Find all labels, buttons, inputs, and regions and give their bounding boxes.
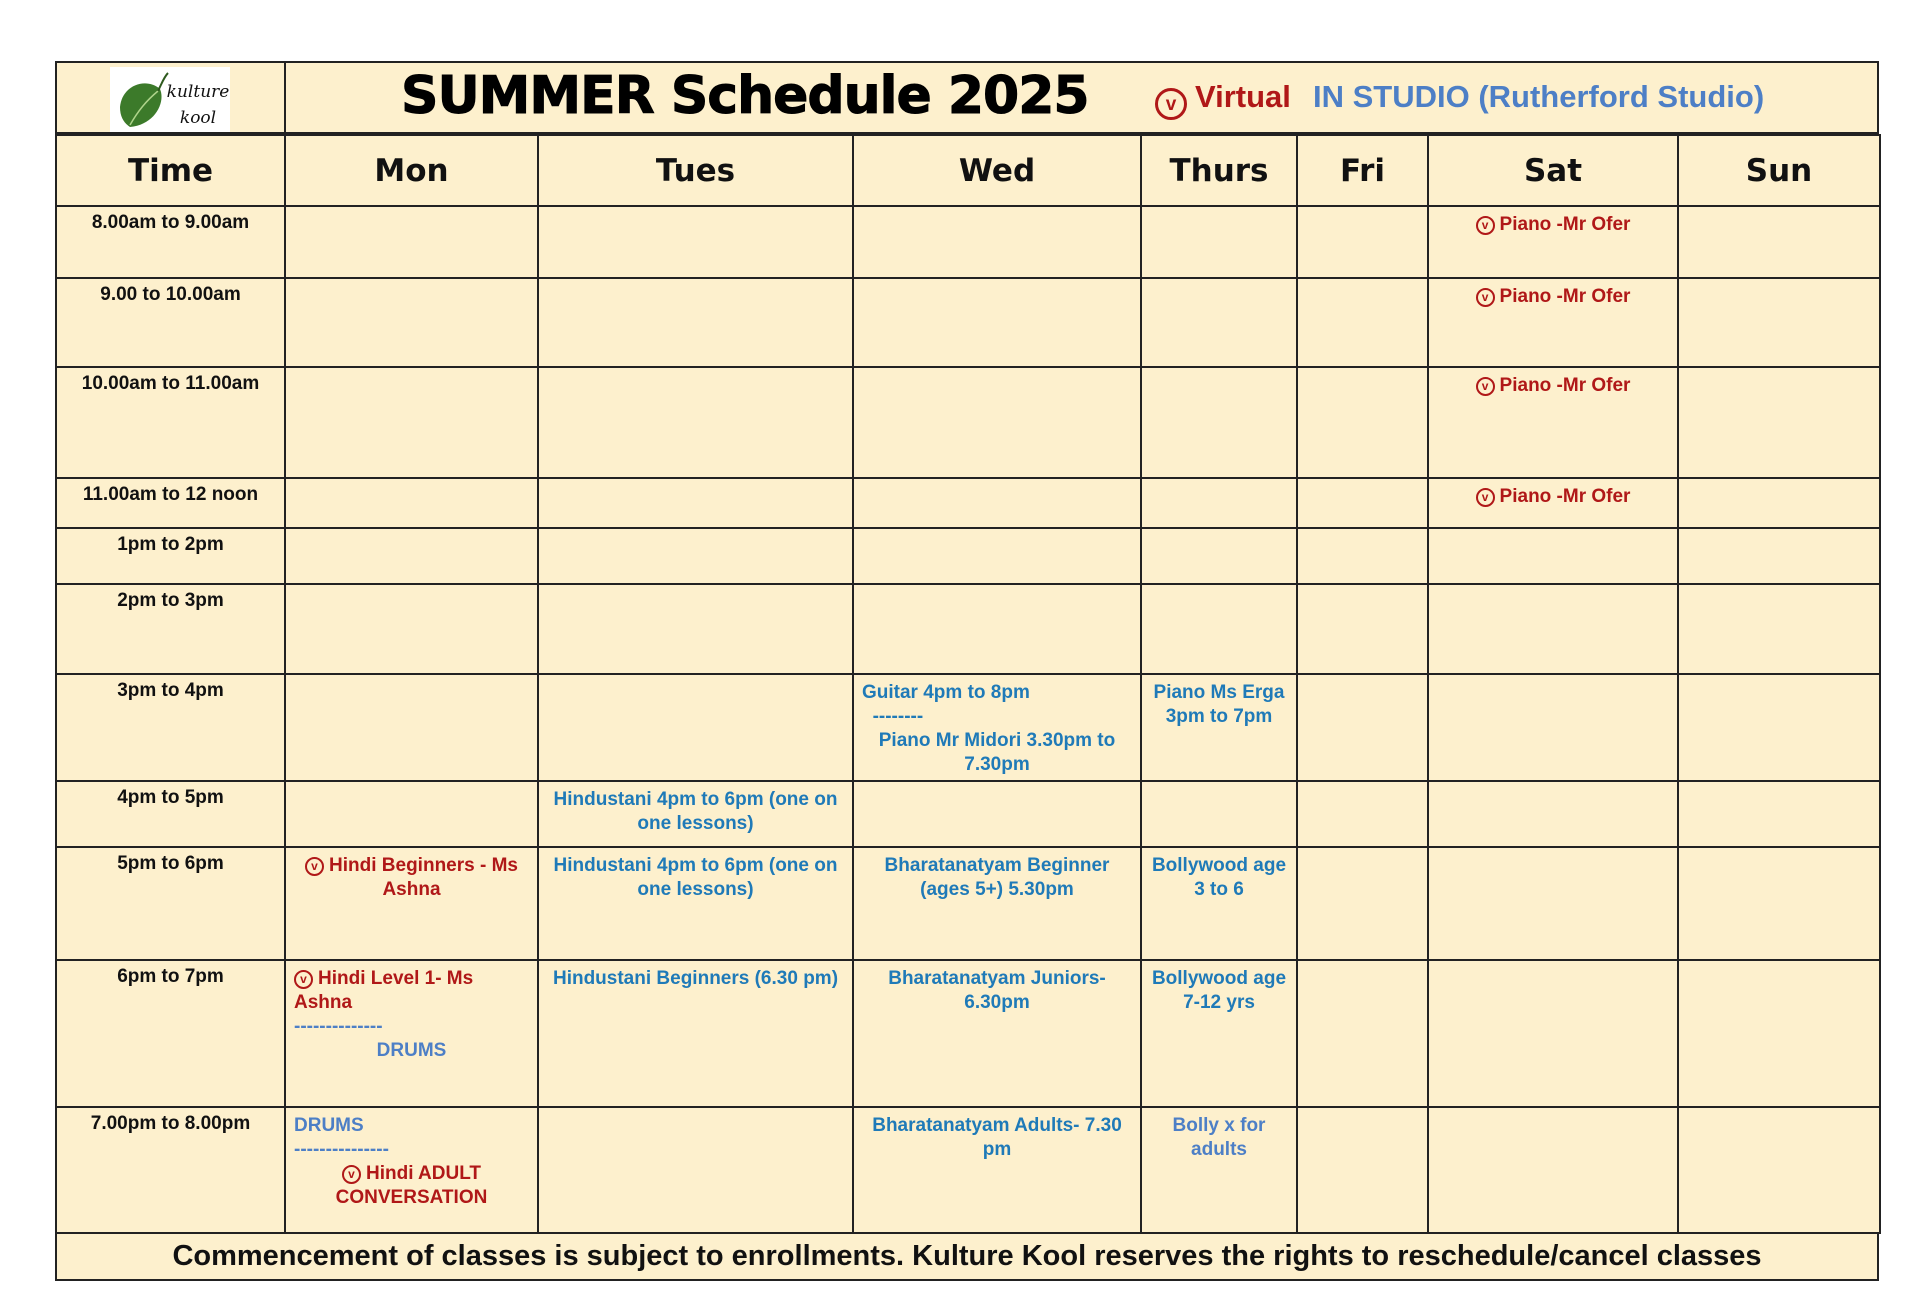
schedule-cell-sun — [1677, 527, 1881, 585]
virtual-icon: v — [342, 1165, 361, 1184]
schedule-cell-wed — [852, 583, 1142, 675]
class-entry — [1429, 207, 1677, 237]
schedule-cell-sun — [1677, 673, 1881, 782]
class-entry-text: Bharatanatyam Adults- 7.30 pm — [872, 1115, 1128, 1160]
time-slot-label: 5pm to 6pm — [55, 846, 286, 961]
schedule-cell-mon — [284, 527, 539, 585]
schedule-table — [55, 61, 1879, 1281]
schedule-cell-fri — [1296, 527, 1429, 585]
svg-text:kool: kool — [179, 108, 217, 128]
class-entry-line — [862, 681, 1132, 705]
class-entry — [1142, 961, 1296, 1015]
schedule-cell-sat — [1427, 1106, 1679, 1234]
schedule-cell-thurs — [1140, 780, 1298, 848]
schedule-cell-tues — [537, 583, 854, 675]
virtual-icon: v — [1476, 216, 1495, 235]
time-slot-label: 3pm to 4pm — [55, 673, 286, 782]
schedule-cell-thurs — [1140, 205, 1298, 279]
schedule-cell-sun — [1677, 277, 1881, 368]
class-entry-line — [294, 854, 529, 902]
kulture-kool-logo — [110, 67, 230, 133]
class-entry-line — [294, 967, 529, 1015]
column-header-tues: Tues — [537, 134, 854, 207]
schedule-cell-mon — [284, 366, 539, 479]
schedule-cell-tues — [537, 477, 854, 529]
class-entry-line — [1150, 681, 1288, 729]
class-entry — [1142, 675, 1296, 729]
schedule-cell-mon — [284, 277, 539, 368]
class-entry — [539, 782, 852, 836]
class-entry-line — [862, 1114, 1132, 1162]
time-slot-label: 2pm to 3pm — [55, 583, 286, 675]
class-entry — [854, 675, 1140, 777]
class-entry — [286, 1108, 537, 1210]
legend-in-studio: IN STUDIO (Rutherford Studio) — [1313, 79, 1765, 114]
schedule-cell-sun — [1677, 1106, 1881, 1234]
schedule-cell-thurs — [1140, 959, 1298, 1108]
class-entry-line — [1437, 285, 1669, 309]
time-slot-label: 4pm to 5pm — [55, 780, 286, 848]
class-entry — [1142, 1108, 1296, 1162]
class-entry-text: Bolly x for adults — [1172, 1115, 1271, 1160]
time-slot-label: 10.00am to 11.00am — [55, 366, 286, 479]
schedule-cell-thurs — [1140, 583, 1298, 675]
schedule-cell-thurs — [1140, 477, 1298, 529]
class-entry-text: Hindi ADULT CONVERSATION — [335, 1163, 488, 1208]
schedule-cell-wed — [852, 1106, 1142, 1234]
schedule-cell-mon — [284, 477, 539, 529]
schedule-cell-mon — [284, 780, 539, 848]
schedule-cell-sat — [1427, 780, 1679, 848]
schedule-cell-tues — [537, 673, 854, 782]
schedule-cell-sun — [1677, 959, 1881, 1108]
class-entry-line — [294, 1162, 529, 1210]
class-entry-text: Piano -Mr Ofer — [1499, 214, 1631, 235]
column-header-sun: Sun — [1677, 134, 1881, 207]
schedule-cell-mon — [284, 583, 539, 675]
time-slot-label: 7.00pm to 8.00pm — [55, 1106, 286, 1234]
column-header-fri: Fri — [1296, 134, 1429, 207]
schedule-cell-thurs — [1140, 527, 1298, 585]
legend-virtual-label: Virtual — [1195, 79, 1291, 114]
class-entry-text: Hindustani Beginners (6.30 pm) — [552, 968, 839, 989]
class-entry — [854, 961, 1140, 1015]
schedule-cell-fri — [1296, 205, 1429, 279]
schedule-cell-thurs — [1140, 673, 1298, 782]
class-entry — [854, 848, 1140, 902]
schedule-cell-tues — [537, 846, 854, 961]
schedule-cell-fri — [1296, 477, 1429, 529]
class-entry-line — [1150, 967, 1292, 1015]
header-divider — [284, 63, 286, 134]
schedule-cell-thurs — [1140, 277, 1298, 368]
class-entry-text: Hindustani 4pm to 6pm (one on one lessons) — [553, 855, 843, 900]
schedule-cell-thurs — [1140, 1106, 1298, 1234]
legend-virtual — [1155, 79, 1291, 120]
footer-note: Commencement of classes is subject to enrollments. Kulture Kool reserves the rights to reschedule/cancel classes — [55, 1232, 1879, 1281]
class-entry-text: Bharatanatyam Beginner (ages 5+) 5.30pm — [884, 855, 1115, 900]
class-entry-line — [547, 967, 844, 991]
virtual-icon: v — [1476, 288, 1495, 307]
time-slot-label: 1pm to 2pm — [55, 527, 286, 585]
schedule-cell-sun — [1677, 846, 1881, 961]
column-header-sat: Sat — [1427, 134, 1679, 207]
class-entry-text: DRUMS — [376, 1040, 447, 1061]
class-entry — [286, 848, 537, 902]
class-entry-text: -------- — [862, 706, 924, 727]
class-entry-line — [547, 788, 844, 836]
class-entry-line — [862, 967, 1132, 1015]
class-entry-line — [862, 854, 1132, 902]
leaf-logo-icon — [110, 67, 230, 133]
schedule-cell-sat — [1427, 673, 1679, 782]
svg-text:kulture: kulture — [166, 82, 230, 102]
schedule-cell-sat — [1427, 205, 1679, 279]
class-entry-line — [294, 1015, 529, 1039]
class-entry-line — [1150, 1114, 1288, 1162]
schedule-cell-sat — [1427, 583, 1679, 675]
schedule-cell-mon — [284, 846, 539, 961]
class-entry-text: DRUMS — [294, 1115, 364, 1136]
virtual-icon: v — [294, 970, 313, 989]
schedule-cell-sun — [1677, 205, 1881, 279]
schedule-cell-mon — [284, 205, 539, 279]
class-entry-line — [1437, 374, 1669, 398]
class-entry-text: Piano Mr Midori 3.30pm to 7.30pm — [878, 730, 1121, 775]
schedule-cell-mon — [284, 673, 539, 782]
schedule-cell-tues — [537, 205, 854, 279]
schedule-cell-sat — [1427, 277, 1679, 368]
virtual-icon: v — [1476, 488, 1495, 507]
virtual-icon: v — [1155, 88, 1187, 120]
class-entry-line — [294, 1138, 529, 1162]
class-entry-text: Bollywood age 3 to 6 — [1151, 855, 1292, 900]
schedule-cell-tues — [537, 1106, 854, 1234]
class-entry-line — [294, 1039, 529, 1063]
schedule-cell-tues — [537, 959, 854, 1108]
schedule-cell-fri — [1296, 673, 1429, 782]
schedule-cell-fri — [1296, 846, 1429, 961]
time-slot-label: 11.00am to 12 noon — [55, 477, 286, 529]
class-entry-text: Piano Ms Erga 3pm to 7pm — [1153, 682, 1290, 727]
class-entry — [1429, 479, 1677, 509]
virtual-icon: v — [305, 857, 324, 876]
schedule-cell-mon — [284, 959, 539, 1108]
header-bar — [55, 61, 1879, 134]
class-entry-text: Bollywood age 7-12 yrs — [1151, 968, 1292, 1013]
schedule-cell-sun — [1677, 366, 1881, 479]
schedule-cell-sun — [1677, 583, 1881, 675]
schedule-cell-sat — [1427, 959, 1679, 1108]
class-entry-text: Piano -Mr Ofer — [1499, 286, 1631, 307]
schedule-cell-sun — [1677, 780, 1881, 848]
class-entry-text: --------------- — [294, 1139, 389, 1160]
schedule-cell-wed — [852, 780, 1142, 848]
class-entry-text: Piano -Mr Ofer — [1499, 486, 1631, 507]
class-entry-text: Hindustani 4pm to 6pm (one on one lessons) — [553, 789, 843, 834]
schedule-cell-wed — [852, 959, 1142, 1108]
schedule-cell-mon — [284, 1106, 539, 1234]
schedule-cell-wed — [852, 205, 1142, 279]
schedule-cell-fri — [1296, 780, 1429, 848]
schedule-cell-fri — [1296, 366, 1429, 479]
schedule-cell-sat — [1427, 366, 1679, 479]
schedule-cell-sat — [1427, 846, 1679, 961]
class-entry-text: Hindi Beginners - Ms Ashna — [329, 855, 523, 900]
time-slot-label: 8.00am to 9.00am — [55, 205, 286, 279]
virtual-icon: v — [1476, 377, 1495, 396]
schedule-cell-sat — [1427, 477, 1679, 529]
class-entry-line — [294, 1114, 529, 1138]
class-entry-line — [862, 705, 1132, 729]
class-entry-line — [1437, 485, 1669, 509]
class-entry-line — [547, 854, 844, 902]
schedule-cell-fri — [1296, 1106, 1429, 1234]
class-entry-text: Hindi Level 1- Ms Ashna — [294, 968, 478, 1013]
column-header-mon: Mon — [284, 134, 539, 207]
page-title: SUMMER Schedule 2025 — [401, 66, 1089, 126]
schedule-cell-sat — [1427, 527, 1679, 585]
schedule-cell-fri — [1296, 583, 1429, 675]
class-entry — [1429, 279, 1677, 309]
class-entry-line — [1437, 213, 1669, 237]
schedule-cell-tues — [537, 366, 854, 479]
column-header-thurs: Thurs — [1140, 134, 1298, 207]
schedule-cell-wed — [852, 673, 1142, 782]
class-entry — [1142, 848, 1296, 902]
class-entry — [854, 1108, 1140, 1162]
class-entry — [539, 848, 852, 902]
schedule-cell-wed — [852, 527, 1142, 585]
schedule-cell-wed — [852, 366, 1142, 479]
schedule-cell-fri — [1296, 959, 1429, 1108]
schedule-cell-sun — [1677, 477, 1881, 529]
schedule-cell-thurs — [1140, 846, 1298, 961]
class-entry-line — [862, 729, 1132, 777]
column-header-time: Time — [55, 134, 286, 207]
schedule-cell-thurs — [1140, 366, 1298, 479]
schedule-cell-fri — [1296, 277, 1429, 368]
schedule-cell-wed — [852, 277, 1142, 368]
column-header-wed: Wed — [852, 134, 1142, 207]
time-slot-label: 6pm to 7pm — [55, 959, 286, 1108]
class-entry-text: Guitar 4pm to 8pm — [862, 682, 1030, 703]
class-entry — [539, 961, 852, 991]
class-entry-text: Bharatanatyam Juniors- 6.30pm — [888, 968, 1112, 1013]
schedule-cell-wed — [852, 846, 1142, 961]
class-entry — [1429, 368, 1677, 398]
class-entry-text: -------------- — [294, 1016, 383, 1037]
class-entry-text: Piano -Mr Ofer — [1499, 375, 1631, 396]
time-slot-label: 9.00 to 10.00am — [55, 277, 286, 368]
class-entry-line — [1150, 854, 1292, 902]
schedule-cell-wed — [852, 477, 1142, 529]
schedule-cell-tues — [537, 780, 854, 848]
schedule-cell-tues — [537, 277, 854, 368]
class-entry — [286, 961, 537, 1063]
schedule-cell-tues — [537, 527, 854, 585]
